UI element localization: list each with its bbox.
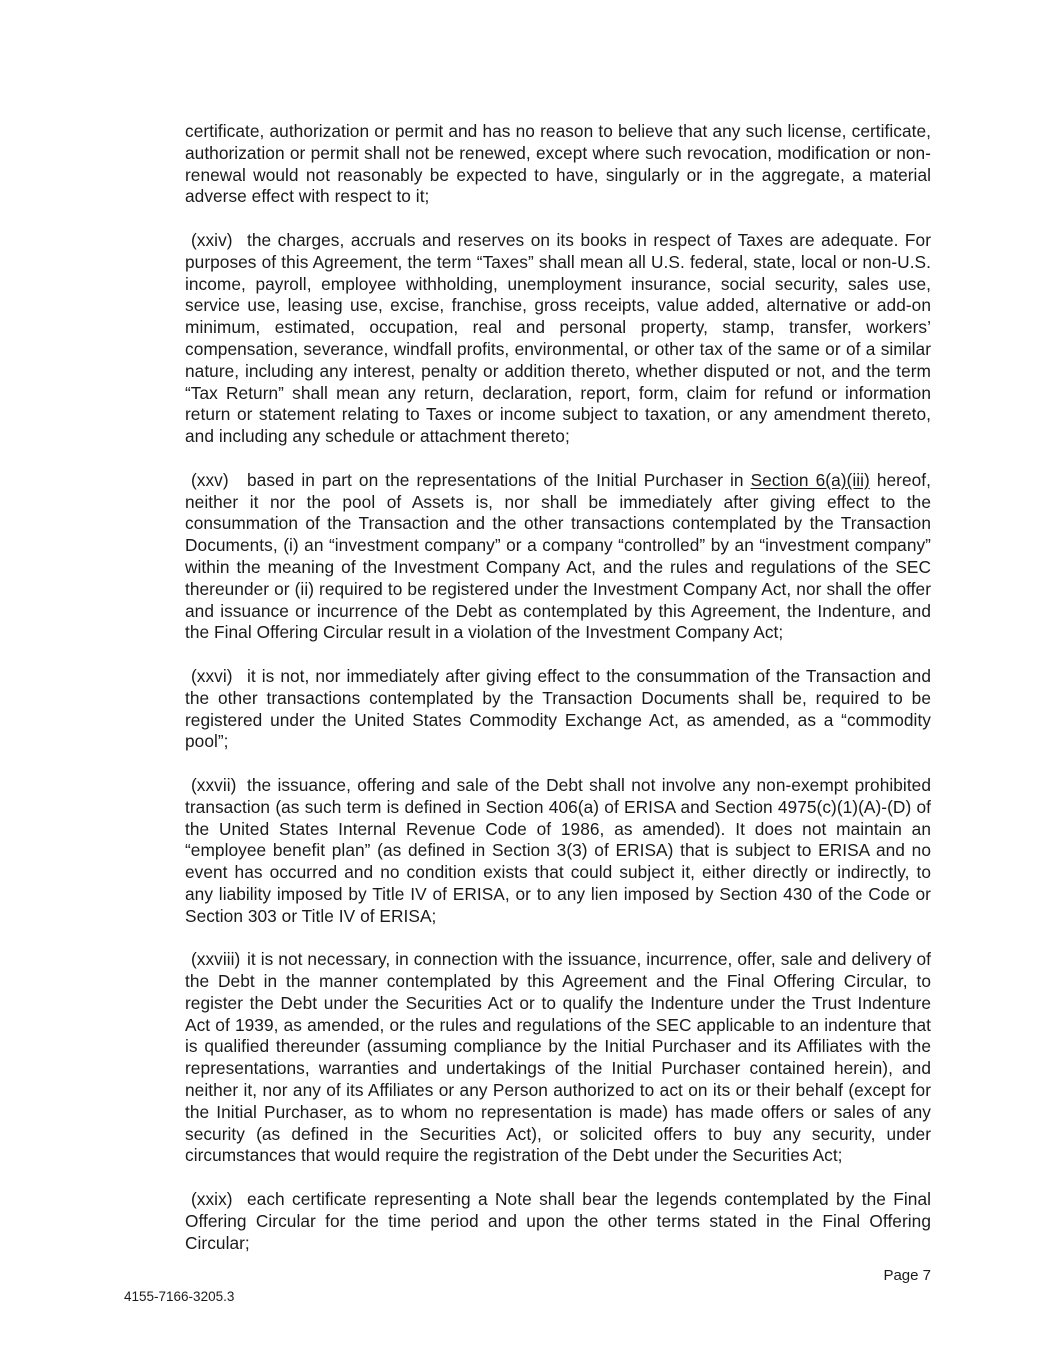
paragraph-label: (xxiv) xyxy=(191,229,233,250)
paragraph-text: the charges, accruals and reserves on its books in respect of Taxes are adequate. For purposes of this Agreement, the term “Taxes” shall mean all U.S. federal, state, local or non-U.S. income, payroll, employee withholding, unemployment insurance, social security, sales use, service use, leasing use, excise, franchise, gross receipts, value added, alternative or add-on minimum, estimated, occupation, real and personal property, stamp, transfer, workers’ compensation, severance, windfall profits, environmental, or other tax of the same or of a similar nature, including any interest, penalty or addition thereto, whether disputed or not, and the term “Tax Return” shall mean any return, declaration, report, form, claim for refund or information return or statement relating to Taxes or income subject to taxation, or any amendment thereto, and including any schedule or attachment thereto; xyxy=(185,229,931,447)
paragraph-label: (xxix) xyxy=(191,1189,233,1210)
paragraph-continuation xyxy=(185,121,931,208)
paragraph-text: hereof, neither it nor the pool of Assets is, nor shall be immediately after giving effect to the consummation of the Transaction and the other transactions contemplated by the Transaction Documents, (i) an “investment company” or a company “controlled” by an “investment company” within the meaning of the Investment Company Act, and the rules and regulations of the SEC thereunder or (ii) required to be registered under the Investment Company Act, nor shall the offer and issuance or incurrence of the Debt as contemplated by this Agreement, the Indenture, and the Final Offering Circular result in a violation of the Investment Company Act; xyxy=(185,469,931,643)
paragraph-text: each certificate representing a Note shall bear the legends contemplated by the Final Offering Circular for the time period and upon the other terms stated in the Final Offering Circular; xyxy=(185,1189,931,1253)
paragraph-label: (xxv) xyxy=(191,469,229,490)
paragraph-xxv xyxy=(185,470,931,644)
paragraph-text: based in part on the representations of the Initial Purchaser in xyxy=(247,469,751,490)
paragraph-text: it is not necessary, in connection with the issuance, incurrence, offer, sale and delivery of the Debt in the manner contemplated by this Agreement and the Final Offering Circular, to register the Debt under the Securities Act or to qualify the Indenture under the Trust Indenture Act of 1939, as amended, or the rules and regulations of the SEC applicable to an indenture that is qualified thereunder (assuming compliance by the Initial Purchaser and its Affiliates with the representations, warranties and undertakings of the Initial Purchaser contained herein), and neither it, nor any of its Affiliates or any Person authorized to act on its or their behalf (except for the Initial Purchaser, as to whom no representation is made) has made offers or sales of any security (as defined in the Securities Act), or solicited offers to buy any security, under circumstances that would require the registration of the Debt under the Securities Act; xyxy=(185,949,931,1166)
paragraph-label: (xxvi) xyxy=(191,665,233,686)
document-id-stamp: 4155-7166-3205.3 xyxy=(124,1289,235,1304)
paragraph-label: (xxvii) xyxy=(191,774,237,795)
paragraph-xxix xyxy=(185,1189,931,1254)
paragraph-label: (xxviii) xyxy=(191,949,241,970)
paragraph-text: the issuance, offering and sale of the Debt shall not involve any non-exempt prohibited transaction (as such term is defined in Section 406(a) of ERISA and Section 4975(c)(1)(A)-(D) of the United States Internal Revenue Code of 1986, as amended). It does not maintain an “employee benefit plan” (as defined in Section 3(3) of ERISA) that is subject to ERISA and no event has occurred and no condition exists that could subject it, either directly or indirectly, to any liability imposed by Title IV of ERISA, or to any lien imposed by Section 430 of the Code or Section 303 or Title IV of ERISA; xyxy=(185,774,931,926)
paragraph-xxviii xyxy=(185,949,931,1167)
paragraph-xxiv xyxy=(185,230,931,448)
paragraph-text: certificate, authorization or permit and has no reason to believe that any such license, certificate, authorization or permit shall not be renewed, except where such revocation, modification or non-renewal would not reasonably be expected to have, singularly or in the aggregate, a material adverse effect with respect to it; xyxy=(185,121,931,207)
section-reference: Section 6(a)(iii) xyxy=(750,469,870,490)
paragraph-xxvi xyxy=(185,666,931,753)
page-number: Page 7 xyxy=(883,1267,931,1284)
paragraph-text: it is not, nor immediately after giving effect to the consummation of the Transaction and the other transactions contemplated by the Transaction Documents shall be, required to be registered under the United States Commodity Exchange Act, as amended, as a “commodity pool”; xyxy=(185,665,931,752)
paragraph-xxvii xyxy=(185,775,931,928)
document-body xyxy=(185,121,931,1276)
